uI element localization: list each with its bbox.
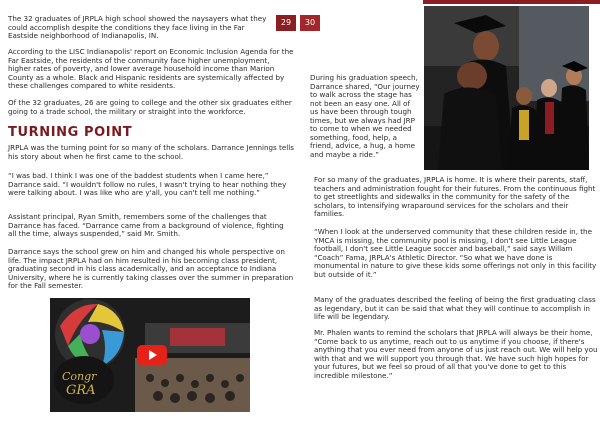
svg-text:GRA: GRA	[66, 383, 96, 398]
play-button[interactable]	[137, 345, 167, 365]
phalen-paragraph: Mr. Phalen wants to remind the scholars that JRPLA will always be their home, “Come back to us anytime, reach out to us anytime if you choose, if there's anything that you ever need from anyone of us just reach out. We will help you with that and we will support you through that. We have such high hopes for your futures, but we feel so proud of all that you've done to get to this incredible milestone.”	[314, 328, 598, 380]
accent-bar	[423, 0, 600, 4]
coach-fama-paragraph: “When I look at the underserved community that these children reside in, the YMCA is missing, the community pool is missing, I don't see Little League football, I don't see Little League soccer and baseball,” said says Willam “Coach” Fama, JRPLA's Athletic Director. “So what we have done is monumental in nature to give these kids some offerings not only in this facility but outside of it.”	[314, 227, 597, 279]
turning-point-paragraph: JRPLA was the turning point for so many of the scholars. Darrance Jennings tells his story about when he first came to the school.	[8, 143, 294, 161]
graduation-photo	[424, 6, 589, 170]
ryan-smith-paragraph: Assistant principal, Ryan Smith, remembers some of the challenges that Darrance has faced. “Darrance came from a background of violence, fighting all the time, always suspended,” said Mr. Smith.	[8, 212, 284, 238]
page-number-right: 30	[300, 15, 320, 31]
page-number-left: 29	[276, 15, 296, 31]
lisc-report-paragraph: According to the LISC Indianapolis' report on Economic Inclusion Agenda for the Far Eastside, the residents of the community face higher unemployment, higher rates of poverty, and lower average household income than Marion County as a whole. Black and Hispanic residents are systemically affected by these challenges compared to white residents.	[8, 47, 294, 90]
section-heading: TURNING POINT	[8, 125, 133, 140]
graduation-photo-art	[424, 6, 589, 170]
svg-text:Congr: Congr	[62, 370, 97, 383]
home-paragraph: For so many of the graduates, JRPLA is home. It is where their parents, staff, teachers and administration fought for their futures. From the continuous fight to get streetlights and sidewalks in the community for the safety of the scholars, to intensifying wraparound services for the scholars and their families.	[314, 175, 596, 218]
legendary-paragraph: Many of the graduates described the feeling of being the first graduating class as legendary, but it can be said that what they will continue to accomplish in life will be legendary.	[314, 295, 596, 321]
graduation-speech-quote: During his graduation speech, Darrance shared, “Our journey to walk across the stage has not been an easy one. All of us have been through tough times, but we always had JRP to come to when we needed something, food, help, a friend, advice, a hug, a home and maybe a ride.”	[310, 73, 420, 159]
graduates-paragraph: Of the 32 graduates, 26 are going to college and the other six graduates either going to a trade school, the military or straight into the workforce.	[8, 98, 292, 116]
intro-paragraph: The 32 graduates of JRPLA high school showed the naysayers what they could accomplish despite the conditions they face living in the Far Eastside neighborhood of Indianapolis, IN.	[8, 14, 267, 40]
perspective-paragraph: Darrance says the school grew on him and changed his whole perspective on life. The impact JRPLA had on him resulted in his becoming class president, graduating second in his class academically, and an acceptance to Indiana University, where he is currently taking classes over the summer in preparation for the Fall semester.	[8, 247, 294, 290]
darrance-quote-paragraph: “I was bad. I think I was one of the baddest students when I came here,” Darrance said. “I wouldn't follow no rules, I wasn't trying to hear nothing they were talking about. I was like who are y'all, you can't tell me nothing.”	[8, 171, 287, 197]
